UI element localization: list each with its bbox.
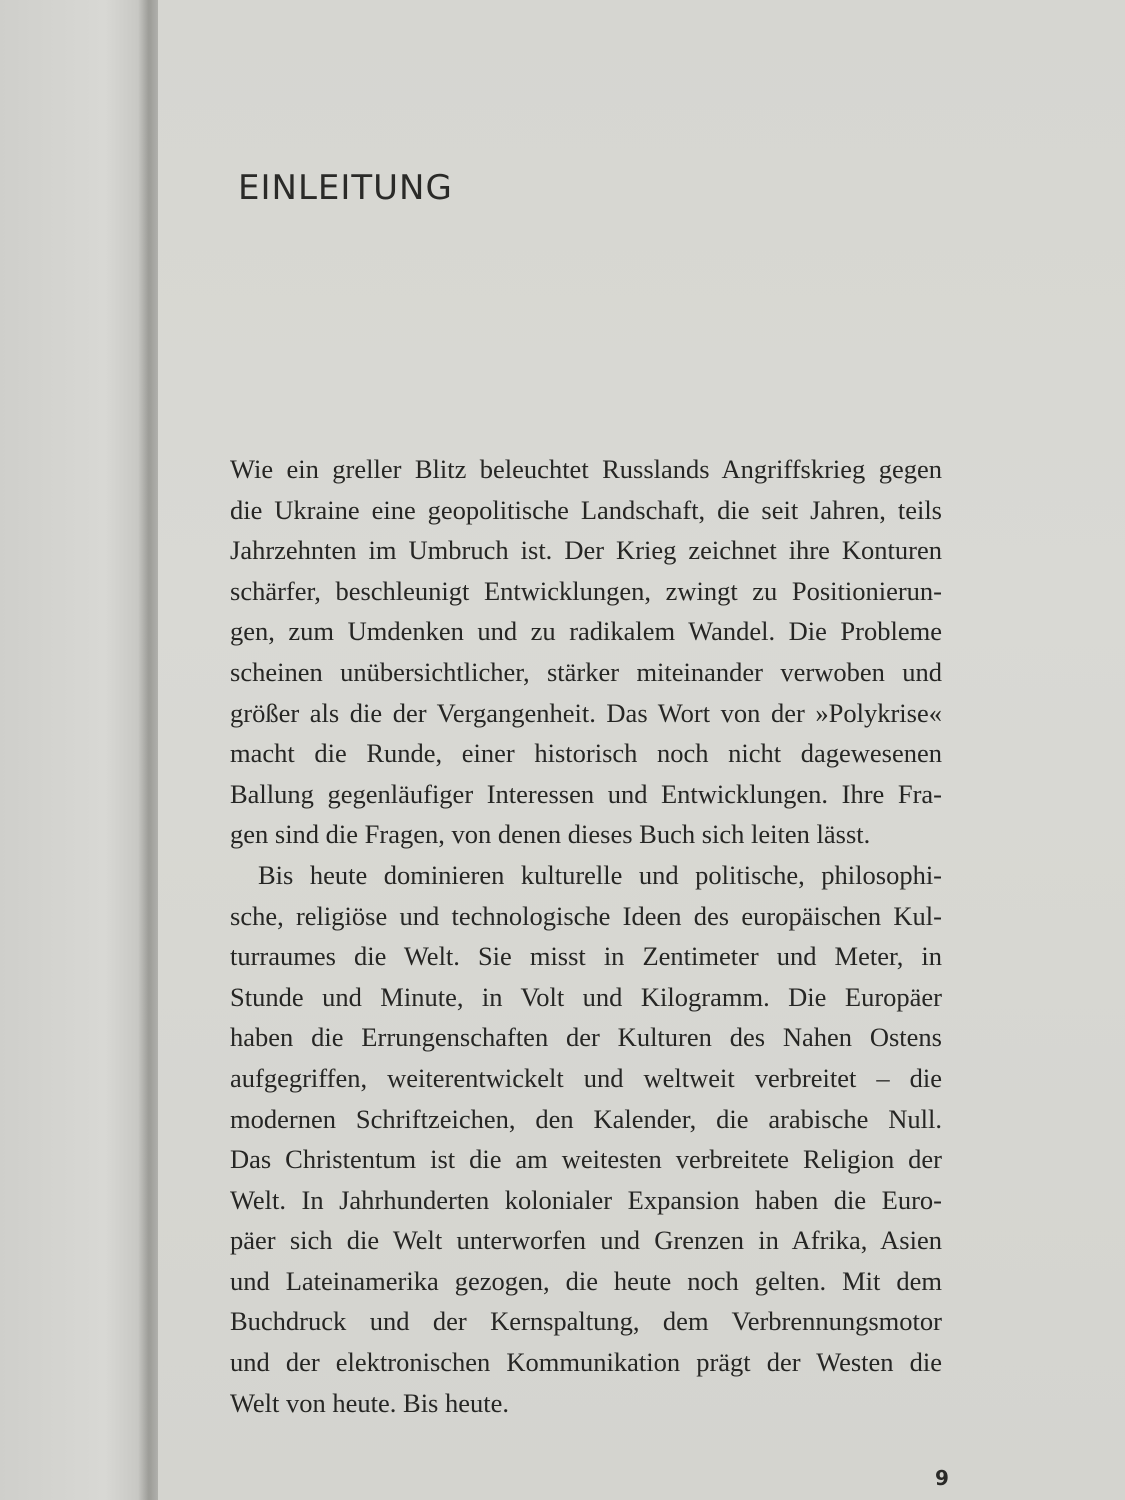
text-line: gen, zum Umdenken und zu radikalem Wandel. Die Probleme (230, 616, 942, 647)
page-number: 9 (935, 1466, 949, 1490)
text-line: haben die Errungenschaften der Kulturen des Nahen Ostens (230, 1022, 942, 1053)
text-line: Das Christentum ist die am weitesten verbreitete Religion der (230, 1144, 942, 1175)
text-line: sche, religiöse und technologische Ideen des europäischen Kul- (230, 900, 942, 931)
text-line: Wie ein greller Blitz beleuchtet Russlands Angriffskrieg gegen (230, 454, 942, 484)
paragraph (230, 449, 942, 855)
text-line: modernen Schriftzeichen, den Kalender, die arabische Null. (230, 1103, 942, 1134)
text-line: größer als die der Vergangenheit. Das Wort von der »Polykrise« (230, 697, 942, 728)
paragraph (230, 855, 942, 1423)
text-line: Welt von heute. Bis heute. (230, 1387, 510, 1418)
text-line: päer sich die Welt unterworfen und Grenzen in Afrika, Asien (230, 1225, 942, 1256)
left-page-edge (0, 0, 150, 1500)
text-line: Jahrzehnten im Umbruch ist. Der Krieg zeichnet ihre Konturen (230, 535, 942, 566)
chapter-title: EINLEITUNG (238, 168, 453, 208)
text-line: und Lateinamerika gezogen, die heute noch gelten. Mit dem (230, 1265, 942, 1296)
text-line: macht die Runde, einer historisch noch nicht dagewesenen (230, 738, 942, 769)
text-line: Bis heute dominieren kulturelle und politische, philosophi- (258, 859, 942, 890)
text-line: Stunde und Minute, in Volt und Kilogramm. Die Europäer (230, 981, 942, 1012)
text-line: aufgegriffen, weiterentwickelt und weltweit verbreitet – die (230, 1062, 942, 1093)
text-line: und der elektronischen Kommunikation prägt der Westen die (230, 1347, 942, 1378)
text-line: die Ukraine eine geopolitische Landschaft, die seit Jahren, teils (230, 494, 942, 525)
body-text (230, 449, 942, 1423)
text-line: Welt. In Jahrhunderten kolonialer Expansion haben die Euro- (230, 1184, 942, 1215)
text-line: Buchdruck und der Kernspaltung, dem Verbrennungsmotor (230, 1306, 942, 1337)
text-line: turraumes die Welt. Sie misst in Zentimeter und Meter, in (230, 941, 942, 972)
text-line: Ballung gegenläufiger Interessen und Entwicklungen. Ihre Fra- (230, 778, 942, 809)
book-page (158, 0, 1125, 1500)
text-line: gen sind die Fragen, von denen dieses Buch sich leiten lässt. (230, 819, 871, 850)
text-line: schärfer, beschleunigt Entwicklungen, zwingt zu Positionierun- (230, 575, 942, 606)
text-line: scheinen unübersichtlicher, stärker miteinander verwoben und (230, 656, 942, 687)
